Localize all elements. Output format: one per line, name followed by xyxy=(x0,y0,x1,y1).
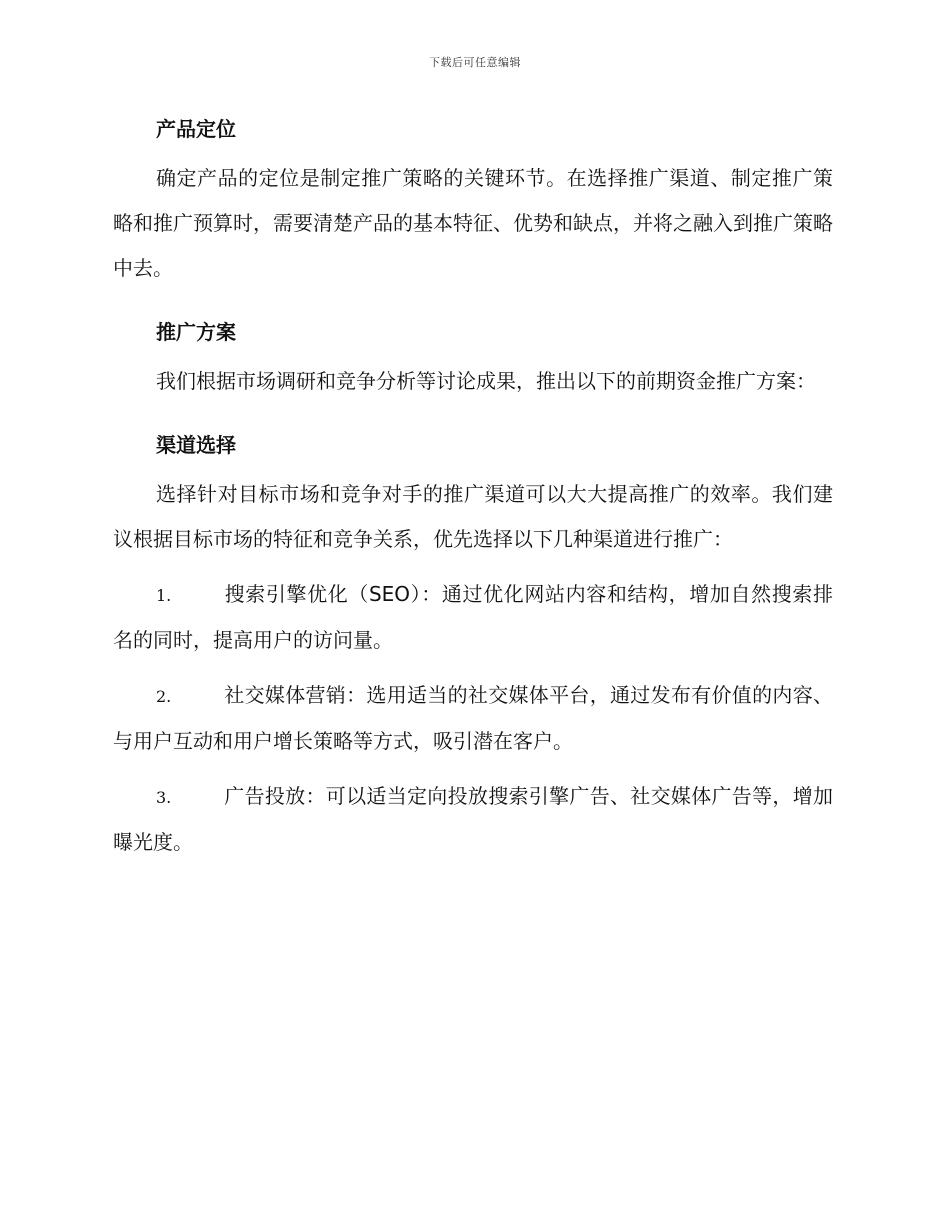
list-item xyxy=(113,572,833,663)
list-item xyxy=(113,673,833,764)
list-number: 2. xyxy=(156,687,172,706)
list-number: 3. xyxy=(156,788,172,807)
section-heading-promotion-plan: 推广方案 xyxy=(156,320,236,344)
paragraph-channel-selection: 选择针对目标市场和竞争对手的推广渠道可以大大提高推广的效率。我们建议根据目标市场的特征和竞争关系，优先选择以下几种渠道进行推广： xyxy=(113,482,833,551)
document-body xyxy=(113,112,833,865)
list-text: 广告投放：可以适当定向投放搜索引擎广告、社交媒体广告等，增加曝光度。 xyxy=(113,784,833,854)
list-text: 社交媒体营销：选用适当的社交媒体平台，通过发布有价值的内容、与用户互动和用户增长策略等方式，吸引潜在客户。 xyxy=(113,683,833,753)
list-text: 搜索引擎优化（SEO）：通过优化网站内容和结构，增加自然搜索排名的同时，提高用户的访问量。 xyxy=(113,582,833,652)
section-heading-channel-selection: 渠道选择 xyxy=(156,433,236,457)
list-number: 1. xyxy=(156,586,172,605)
header-note: 下载后可任意编辑 xyxy=(429,56,521,69)
paragraph-positioning: 确定产品的定位是制定推广策略的关键环节。在选择推广渠道、制定推广策略和推广预算时，需要清楚产品的基本特征、优势和缺点，并将之融入到推广策略中去。 xyxy=(113,166,833,280)
list-item xyxy=(113,774,833,865)
section-heading-positioning: 产品定位 xyxy=(156,117,236,141)
paragraph-promotion-plan: 我们根据市场调研和竞争分析等讨论成果，推出以下的前期资金推广方案： xyxy=(156,369,816,393)
